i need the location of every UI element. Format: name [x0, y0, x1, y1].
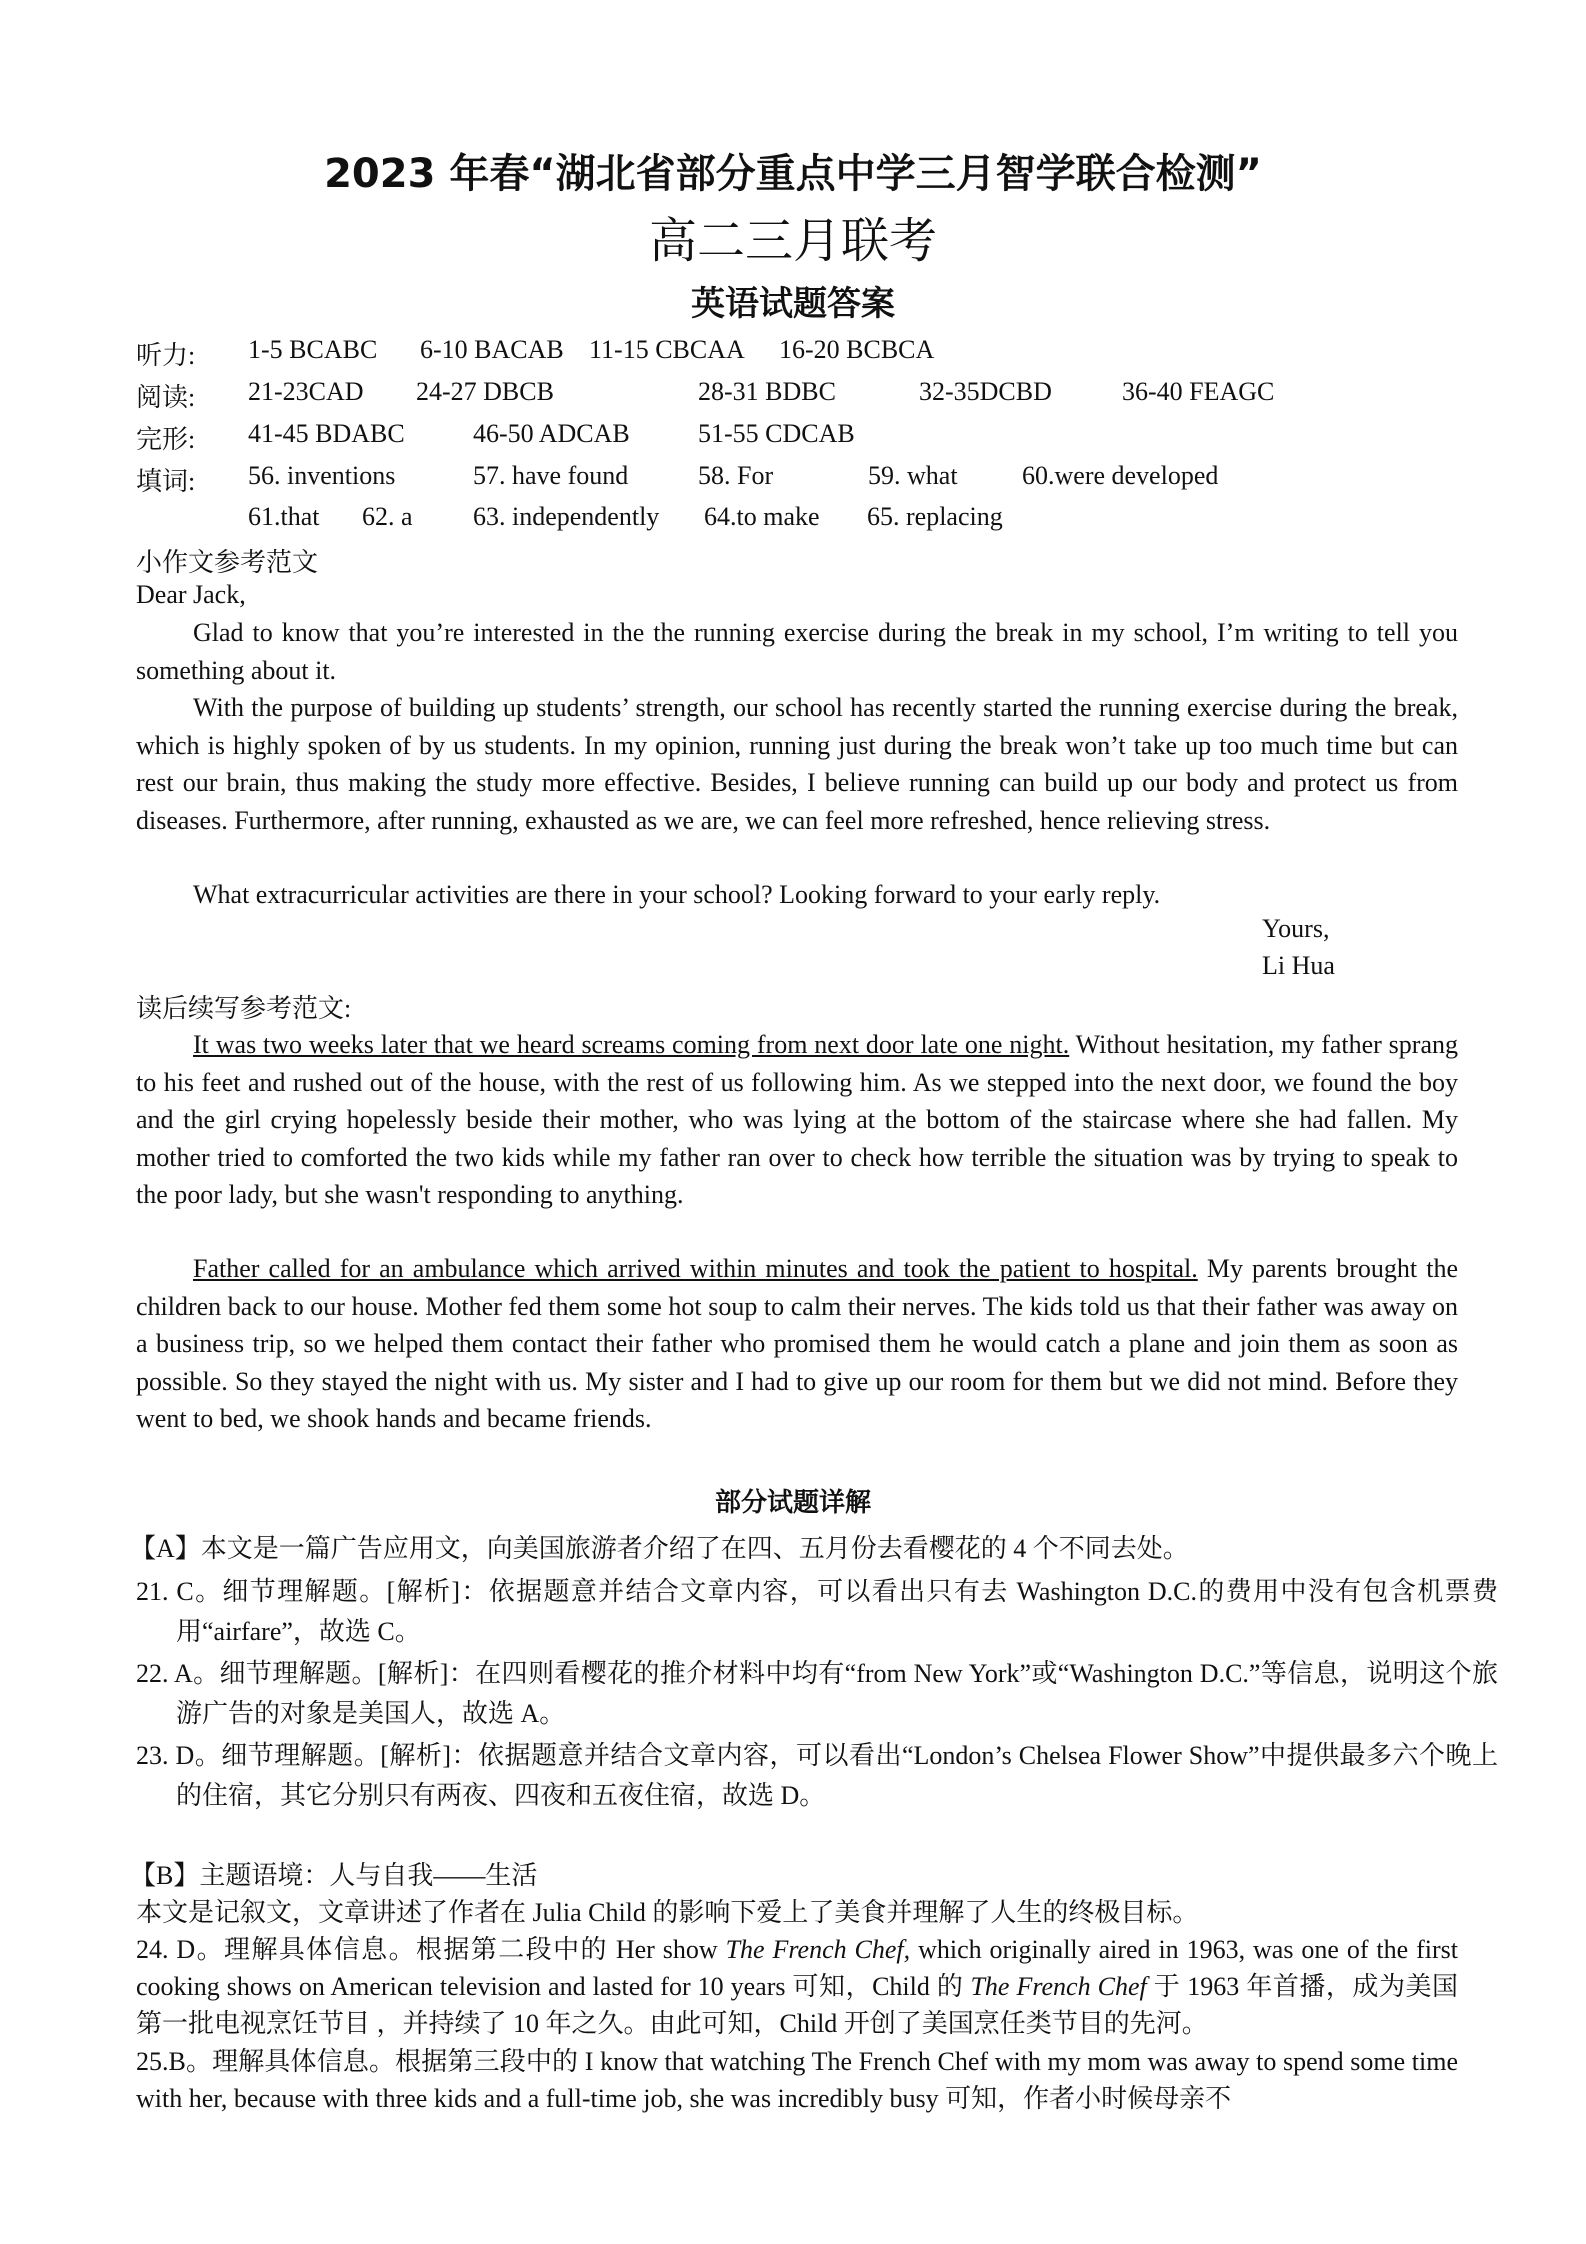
question-25-explanation: 25.B。理解具体信息。根据第三段中的 I know that watching The French Chef with my mom was away to spend some time with her, because with three kids and a full-time job, she was incredibly busy 可知，作者小时候母亲不 — [136, 2047, 1458, 2113]
answer-group: 11-15 CBCAA — [589, 335, 745, 364]
answer-group: 41-45 BDABC — [248, 419, 405, 448]
fill-label: 填词: — [136, 467, 196, 496]
answer-group: 1-5 BCABC — [248, 335, 378, 364]
answer-group: 16-20 BCBCA — [779, 335, 935, 364]
answer-item: 59. what — [868, 461, 958, 490]
answer-group: 36-40 FEAGC — [1122, 377, 1275, 406]
details-heading: 部分试题详解 — [714, 1488, 871, 1518]
essay-heading: 小作文参考范文 — [136, 548, 319, 577]
show-title: The French Chef, — [725, 1935, 911, 1964]
explanation-text: which originally aired in 1963, was one of the first cooking shows on American television and lasted for 10 years 可知，Child 的 — [136, 1935, 1458, 2001]
answer-group: 21-23CAD — [248, 377, 364, 406]
paragraph-text: Without hesitation, my father sprang to his feet and rushed out of the house, with the rest of us following him. As we stepped into the next door, we found the boy and the girl crying hopelessly beside their mother, who was lying at the bottom of the staircase where she had fallen. My mother tried to comforted the two kids while my father ran over to check how terrible the situation was by trying to speak to the poor lady, but she wasn't responding to anything. — [136, 1030, 1459, 1209]
cloze-label: 完形: — [136, 425, 196, 454]
show-title: The French Chef — [970, 1972, 1147, 2001]
answer-item: 56. inventions — [248, 461, 396, 490]
exam-title: 2023 年春“湖北省部分重点中学三月智学联合检测” — [324, 151, 1262, 197]
answer-heading: 英语试题答案 — [691, 284, 895, 324]
section-a-intro: 【A】本文是一篇广告应用文，向美国旅游者介绍了在四、五月份去看樱花的 4 个不同去处。 — [130, 1534, 1189, 1563]
essay-closing: Yours, — [1262, 914, 1330, 943]
explanation-text: 于 1963 年首播，成为美国第一批电视烹饪节目 ，并持续了 10 年之久。由此可知，Child 开创了美国烹任类节目的先河。 — [136, 1972, 1458, 2038]
answer-item: 65. replacing — [867, 502, 1003, 531]
essay-paragraph-2: With the purpose of building up students’ strength, our school has recently started the running exercise during the break, which is highly spoken of by us students. In my opinion, running just during the break won’t take up too much time but can rest our brain, thus making the study more effective. Besides, I believe running can build up our body and protect us from diseases. Furthermore, after running, exhausted as we are, we can feel more refreshed, hence relieving stress. — [136, 693, 1458, 835]
answer-item: 57. have found — [473, 461, 629, 490]
continuation-heading: 读后续写参考范文: — [136, 994, 352, 1023]
answer-group: 51-55 CDCAB — [698, 419, 855, 448]
essay-paragraph-3: What extracurricular activities are there in your school? Looking forward to your early reply. — [193, 880, 1161, 909]
essay-salutation: Dear Jack, — [136, 580, 246, 609]
reading-label: 阅读: — [136, 383, 196, 412]
continuation-paragraph-1 — [136, 1026, 1458, 1214]
question-22-explanation: 22. A。细节理解题。[解析]：在四则看樱花的推介材料中均有“from New York”或“Washington D.C.”等信息，说明这个旅游广告的对象是美国人，故选 A。 — [136, 1659, 1498, 1728]
question-21-explanation: 21. C。细节理解题。[解析]：依据题意并结合文章内容，可以看出只有去 Washington D.C.的费用中没有包含机票费用“airfare”，故选 C。 — [136, 1577, 1498, 1646]
answer-group: 28-31 BDBC — [698, 377, 836, 406]
answer-group: 46-50 ADCAB — [473, 419, 630, 448]
explanation-text: 24. D。理解具体信息。根据第二段中的 Her show — [136, 1935, 726, 1964]
essay-paragraph-1: Glad to know that you’re interested in the the running exercise during the break in my school, I’m writing to tell you something about it. — [136, 618, 1458, 685]
section-b-summary: 本文是记叙文，文章讲述了作者在 Julia Child 的影响下爱上了美食并理解了人生的终极目标。 — [136, 1898, 1199, 1927]
answer-item: 61.that — [248, 502, 320, 531]
answer-item: 64.to make — [704, 502, 820, 531]
answer-group: 24-27 DBCB — [416, 377, 554, 406]
listening-label: 听力: — [136, 341, 196, 370]
continuation-paragraph-2 — [136, 1250, 1458, 1438]
question-23-explanation: 23. D。细节理解题。[解析]：依据题意并结合文章内容，可以看出“London’s Chelsea Flower Show”中提供最多六个晚上的住宿，其它分别只有两夜、四夜和五夜住宿，故选 D。 — [136, 1741, 1498, 1810]
answer-item: 58. For — [698, 461, 774, 490]
answer-item: 62. a — [362, 502, 413, 531]
paragraph-text: My parents brought the children back to our house. Mother fed them some hot soup to calm their nerves. The kids told us that their father was away on a business trip, so we helped them contact their father who promised them he would catch a plane and join them as soon as possible. So they stayed the night with us. My sister and I had to give up our room for them but we did not mind. Before they went to bed, we shook hands and became friends. — [136, 1254, 1458, 1433]
answer-group: 32-35DCBD — [919, 377, 1052, 406]
exam-subtitle: 高二三月联考 — [648, 213, 937, 269]
question-24-explanation — [136, 1931, 1458, 2042]
answer-item: 60.were developed — [1022, 461, 1219, 490]
section-b-intro: 【B】主题语境：人与自我——生活 — [130, 1861, 538, 1890]
answer-group: 6-10 BACAB — [420, 335, 564, 364]
given-opening-sentence: Father called for an ambulance which arrived within minutes and took the patient to hospital. — [193, 1254, 1198, 1283]
given-opening-sentence: It was two weeks later that we heard screams coming from next door late one night. — [193, 1030, 1070, 1059]
answer-item: 63. independently — [473, 502, 660, 531]
essay-signature: Li Hua — [1262, 951, 1335, 980]
